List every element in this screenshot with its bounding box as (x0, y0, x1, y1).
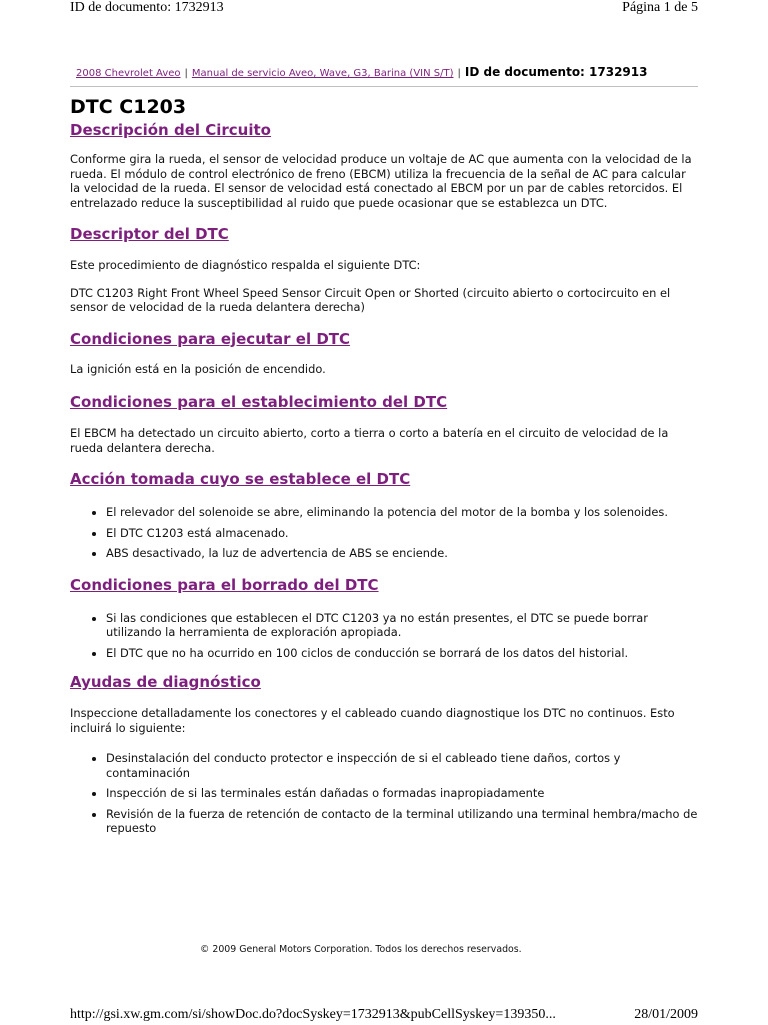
dtc-descriptor-code: DTC C1203 Right Front Wheel Speed Sensor Circuit Open or Shorted (circuito abierto o cortocircuito en el sensor de velocidad de la rueda delantera derecha) (70, 285, 671, 314)
print-header-page-number: Página 1 de 5 (622, 0, 698, 15)
clear-conditions-list (70, 611, 698, 661)
section-heading-diagnostic-aids: Ayudas de diagnóstico (70, 673, 261, 691)
header-divider (70, 86, 698, 87)
list-item: • ABS desactivado, la luz de advertencia de ABS se enciende. (106, 546, 698, 561)
list-item: • Desinstalación del conducto protector e inspección de si el cableado tiene daños, cortos y contaminación (106, 751, 698, 780)
list-item: • Revisión de la fuerza de retención de contacto de la terminal utilizando una terminal hembra/macho de repuesto (106, 807, 698, 836)
breadcrumb-separator: | (457, 68, 461, 79)
section-heading-run-conditions: Condiciones para ejecutar el DTC (70, 329, 351, 348)
print-footer-date: 28/01/2009 (634, 1007, 698, 1022)
breadcrumb (76, 65, 696, 79)
section-heading-dtc-descriptor: Descriptor del DTC (70, 225, 229, 243)
section-heading-action-taken: Acción tomada cuyo se establece el DTC (70, 470, 411, 488)
list-item: • Inspección de si las terminales están dañadas o formadas inapropiadamente (106, 786, 698, 801)
breadcrumb-link-vehicle[interactable]: 2008 Chevrolet Aveo (76, 68, 181, 79)
diagnostic-aids-text: Inspeccione detalladamente los conectores y el cableado cuando diagnostique los DTC no continuos. Esto incluirá lo siguiente: (70, 706, 675, 735)
breadcrumb-doc-id: ID de documento: 1732913 (464, 65, 648, 79)
print-footer (70, 1007, 698, 1025)
list-item: • El relevador del solenoide se abre, eliminando la potencia del motor de la bomba y los solenoides. (106, 505, 698, 520)
section-heading-clear-conditions: Condiciones para el borrado del DTC (70, 575, 379, 594)
action-taken-list (70, 505, 698, 561)
list-item: • El DTC C1203 está almacenado. (106, 526, 698, 541)
list-item: • El DTC que no ha ocurrido en 100 ciclos de conducción se borrará de los datos del historial. (106, 646, 698, 661)
run-conditions-text: La ignición está en la posición de encendido. (70, 361, 326, 376)
print-header (70, 0, 698, 18)
set-conditions-text: El EBCM ha detectado un circuito abierto, corto a tierra o corto a batería en el circuito de velocidad de la rueda delantera derecha. (70, 426, 669, 455)
print-footer-url: http://gsi.xw.gm.com/si/showDoc.do?docSyskey=1732913&pubCellSyskey=139350... (70, 1007, 556, 1022)
page-title: DTC C1203 (70, 96, 187, 118)
dtc-descriptor-intro: Este procedimiento de diagnóstico respalda el siguiente DTC: (70, 258, 421, 272)
copyright-notice: © 2009 General Motors Corporation. Todos los derechos reservados. (200, 944, 522, 955)
print-header-doc-id: ID de documento: 1732913 (70, 0, 224, 15)
diagnostic-aids-list (70, 751, 698, 836)
list-item: • Si las condiciones que establecen el DTC C1203 ya no están presentes, el DTC se puede borrar utilizando la herramienta de exploración apropiada. (106, 611, 698, 640)
breadcrumb-link-manual[interactable]: Manual de servicio Aveo, Wave, G3, Barina (VIN S/T) (191, 68, 454, 79)
circuit-description-text: Conforme gira la rueda, el sensor de velocidad produce un voltaje de AC que aumenta con la velocidad de la rueda. El módulo de control electrónico de freno (EBCM) utiliza la frecuencia de la señal de AC para calcular la velocidad de la rueda. El sensor de velocidad está conectado al EBCM por un par de cables retorcidos. El entrelazado reduce la susceptibilidad al ruido que puede ocasionar que se establezca un DTC. (70, 152, 692, 210)
breadcrumb-separator: | (184, 68, 188, 79)
section-heading-circuit-description: Descripción del Circuito (70, 121, 271, 139)
document-body (70, 94, 698, 842)
section-heading-set-conditions: Condiciones para el establecimiento del DTC (70, 393, 448, 411)
